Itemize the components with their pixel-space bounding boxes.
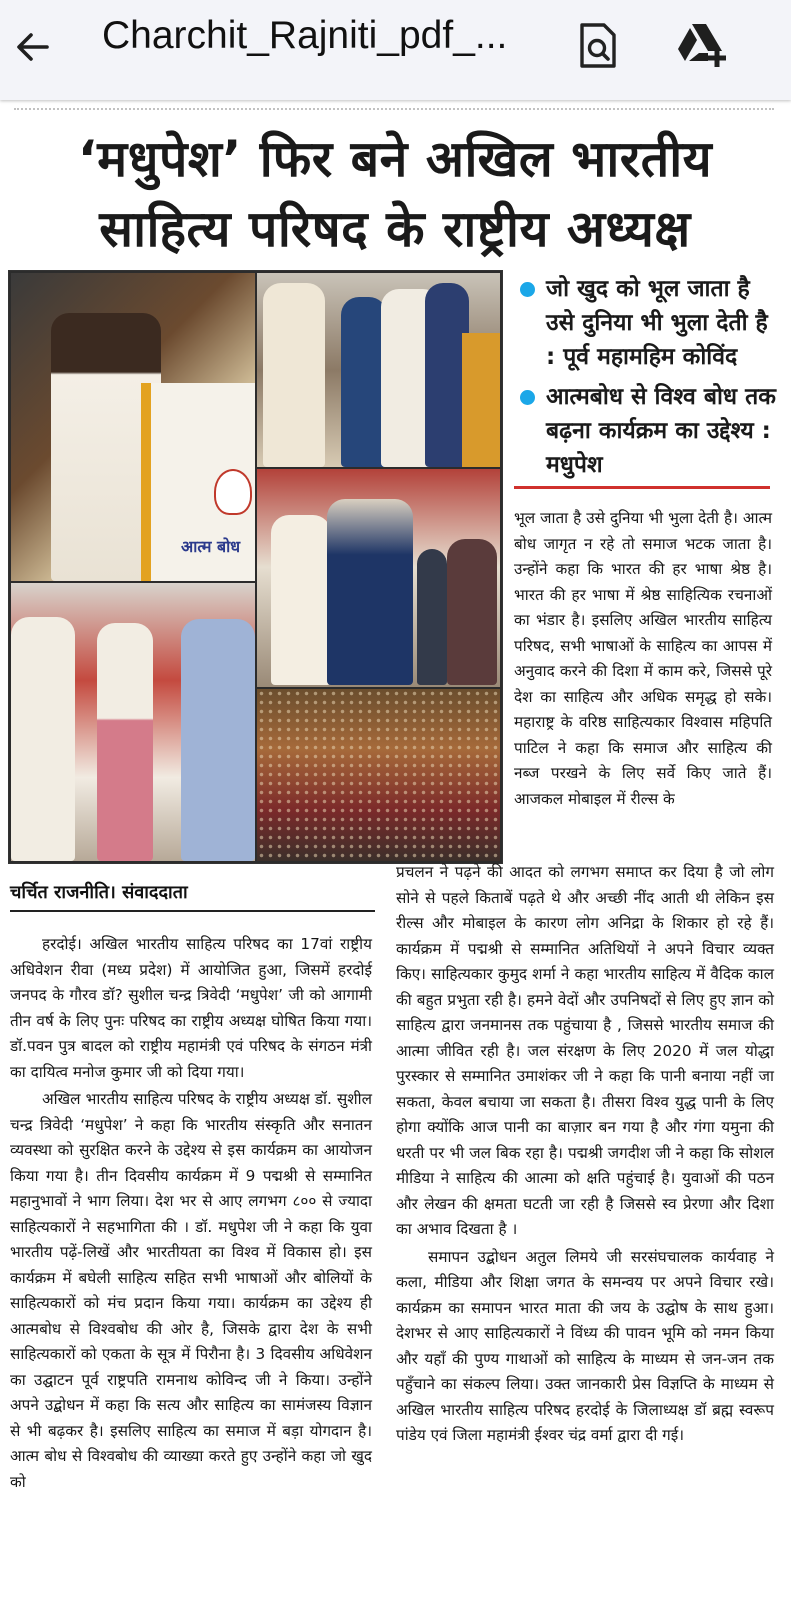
headline-line-2: साहित्य परिषद के राष्ट्रीय अध्यक्ष — [99, 200, 691, 258]
bullet-dot-icon — [520, 390, 535, 405]
pdf-viewer-toolbar — [0, 0, 791, 100]
add-to-drive-icon[interactable] — [672, 14, 732, 74]
article-column-left — [10, 932, 372, 1495]
pdf-page[interactable] — [0, 100, 791, 1600]
paragraph: हरदोई। अखिल भारतीय साहित्य परिषद का 17वां राष्ट्रीय अधिवेशन रीवा (मध्य प्रदेश) में आयोजित हुआ, जिसमें हरदोई जनपद के गौरव डॉ? सुशील चन्द्र त्रिवेदी ‘मधुपेश’ जी को आगामी तीन वर्ष के लिए पुनः परिषद का राष्ट्रीय अध्यक्ष घोषित किया गया।डॉ.पवन पुत्र बादल को राष्ट्रीय महामंत्री एवं परिषद के संगठन मंत्री का दायित्व मनोज कुमार जी को दिया गया। — [10, 935, 372, 1081]
photo-stage-honour — [11, 583, 255, 861]
back-arrow-icon[interactable] — [8, 22, 58, 72]
article-column-right-bottom — [396, 860, 774, 1449]
headline-line-1: ‘मधुपेश’ फिर बने अखिल भारतीय — [77, 130, 713, 188]
section-divider — [514, 486, 770, 489]
highlight-item: आत्मबोध से विश्व बोध तक बढ़ना कार्यक्रम का उद्देश्य : मधुपेश — [516, 380, 776, 482]
article-headline — [10, 124, 780, 264]
paragraph: समापन उद्बोधन अतुल लिमये जी सरसंघचालक कार्यवाह ने कला, मीडिया और शिक्षा जगत के समन्वय पर अपने विचार रखे।कार्यक्रम का समापन भारत माता की जय के उद्घोष के साथ हुआ। देशभर से आए साहित्यकारों ने विंध्य की पावन भूमि को नमन किया और यहाँ की पुण्य गाथाओं को साहित्य के माध्यम से जन-जन तक पहुँचाने का संकल्प लिया। उक्त जानकारी प्रेस विज्ञप्ति के माध्यम से अखिल भारतीय साहित्य परिषद हरदोई के जिलाध्यक्ष डॉ ब्रह्म स्वरूप पांडेय एवं जिला महामंत्री ईश्वर चंद्र वर्मा द्वारा दी गई। — [396, 1247, 774, 1444]
bullet-dot-icon — [520, 282, 535, 297]
photo-group-felicitation — [257, 273, 500, 467]
paragraph: प्रचलन ने पढ़ने की आदत को लगभग समाप्त कर दिया है जो लोग सोने से पहले किताबें पढ़ते थे और अच्छी नींद आती थी लेकिन इस रील्स और मोबाइल के कारण लोग अनिद्रा के शिकार हो रहे हैं। कार्यक्रम में पद्मश्री से सम्मानित अतिथियों ने अपने विचार व्यक्त किए। साहित्यकार कुमुद शर्मा ने कहा भारतीय साहित्य में वैदिक काल की बहुत प्रभुता रही है। हमने वेदों और उपनिषदों से लिए हुए ज्ञान को साहित्य द्वारा जनमानस तक पहुंचाया है , जिससे भारतीय समाज की आत्मा जीवित रही है। जल संरक्षण के लिए 2020 में जल योद्धा पुरस्कार से सम्मानित उमाशंकर जी ने कहा कि पानी बनाया नहीं जा सकता, केवल बचाया जा सकता है। तीसरा विश्व युद्ध पानी के लिए होगा क्योंकि आज पानी का बाज़ार बन गया है और गंगा यमुना की धरती पर भी जल बिक रहा है। पद्मश्री जगदीश जी ने कहा कि सोशल मीडिया ने साहित्य की आत्मा को क्षति पहुंचाई है। युवाओं की पठन और लेखन की क्षमता घटती जा रही है जिससे स्व प्रेरणा और दिशा का अभाव दिखता है । — [396, 863, 774, 1238]
document-title: Charchit_Rajniti_pdf_... — [102, 14, 508, 57]
byline: चर्चित राजनीति। संवाददाता — [10, 882, 188, 903]
article-column-right-top — [514, 506, 772, 812]
paragraph: भूल जाता है उसे दुनिया भी भुला देती है। आत्म बोध जागृत न रहे तो समाज भटक जाता है। उन्होंने कहा कि भारत की हर भाषा श्रेष्ठ है। भारत की हर भाषा में श्रेष्ठ साहित्यिक रचनाओं का भंडार है। इसलिए अखिल भारतीय साहित्य परिषद, सभी भाषाओं के साहित्य का आपस में अनुवाद करने की दिशा में काम करे, जिससे पूरे देश का साहित्य और अधिक समृद्ध हो सके। महाराष्ट्र के वरिष्ठ साहित्यकार विश्वास महिपति पाटिल ने कहा कि समाज और साहित्य की नब्ज परखने के लिए सर्वे किए जाते हैं। आजकल मोबाइल में रील्स के — [514, 509, 772, 808]
byline-rule — [10, 910, 375, 912]
paragraph: अखिल भारतीय साहित्य परिषद के राष्ट्रीय अध्यक्ष डॉ. सुशील चन्द्र त्रिवेदी ‘मधुपेश’ ने कहा कि भारतीय संस्कृति और सनातन व्यवस्था को सुरक्षित करने के उद्देश्य से इस कार्यक्रम का आयोजन किया गया है। तीन दिवसीय कार्यक्रम में 9 पद्मश्री से सम्मानित महानुभावों ने भाग लिया। देश भर से आए लगभग ८०० से ज्यादा साहित्यकारों ने सहभागिता की । डॉ. मधुपेश जी ने कहा कि युवा भारतीय पढ़ें-लिखें और भारतीयता का विश्व में विकास हो। इस कार्यक्रम में बघेली साहित्य सहित सभी भाषाओं और बोलियों के साहित्यकारों को मंच प्रदान किया गया। कार्यक्रम का उद्देश्य ही आत्मबोध से विश्वबोध की ओर है, जिसके द्वारा देश के सभी साहित्यकारों को एकता के सूत्र में पिरौना है। 3 दिवसीय अधिवेशन का उद्घाटन पूर्व राष्ट्रपति रामनाथ कोविन्द जी ने किया। उन्होंने अपने उद्बोधन में कहा कि सत्य और साहित्य का सामंजस्य विज्ञान से भी बढ़कर है। इसलिए साहित्य का समाज में बड़ा योगदान है। आत्म बोध से विश्वबोध की व्याख्या करते हुए उन्होंने कहा जो खुद को — [10, 1090, 372, 1491]
photo-speaker-podium — [11, 273, 255, 581]
photo-audience-hall — [257, 689, 500, 861]
photo-award-presentation — [257, 469, 500, 687]
article-highlights — [516, 272, 776, 488]
photo-collage — [8, 270, 503, 864]
photo-banner-text: आत्म बोध — [181, 537, 241, 556]
clipped-text-edge — [14, 100, 774, 110]
emblem-logo — [214, 469, 252, 515]
search-document-icon[interactable] — [570, 18, 626, 74]
highlight-item: जो खुद को भूल जाता है उसे दुनिया भी भुला देती है : पूर्व महामहिम कोविंद — [516, 272, 776, 374]
